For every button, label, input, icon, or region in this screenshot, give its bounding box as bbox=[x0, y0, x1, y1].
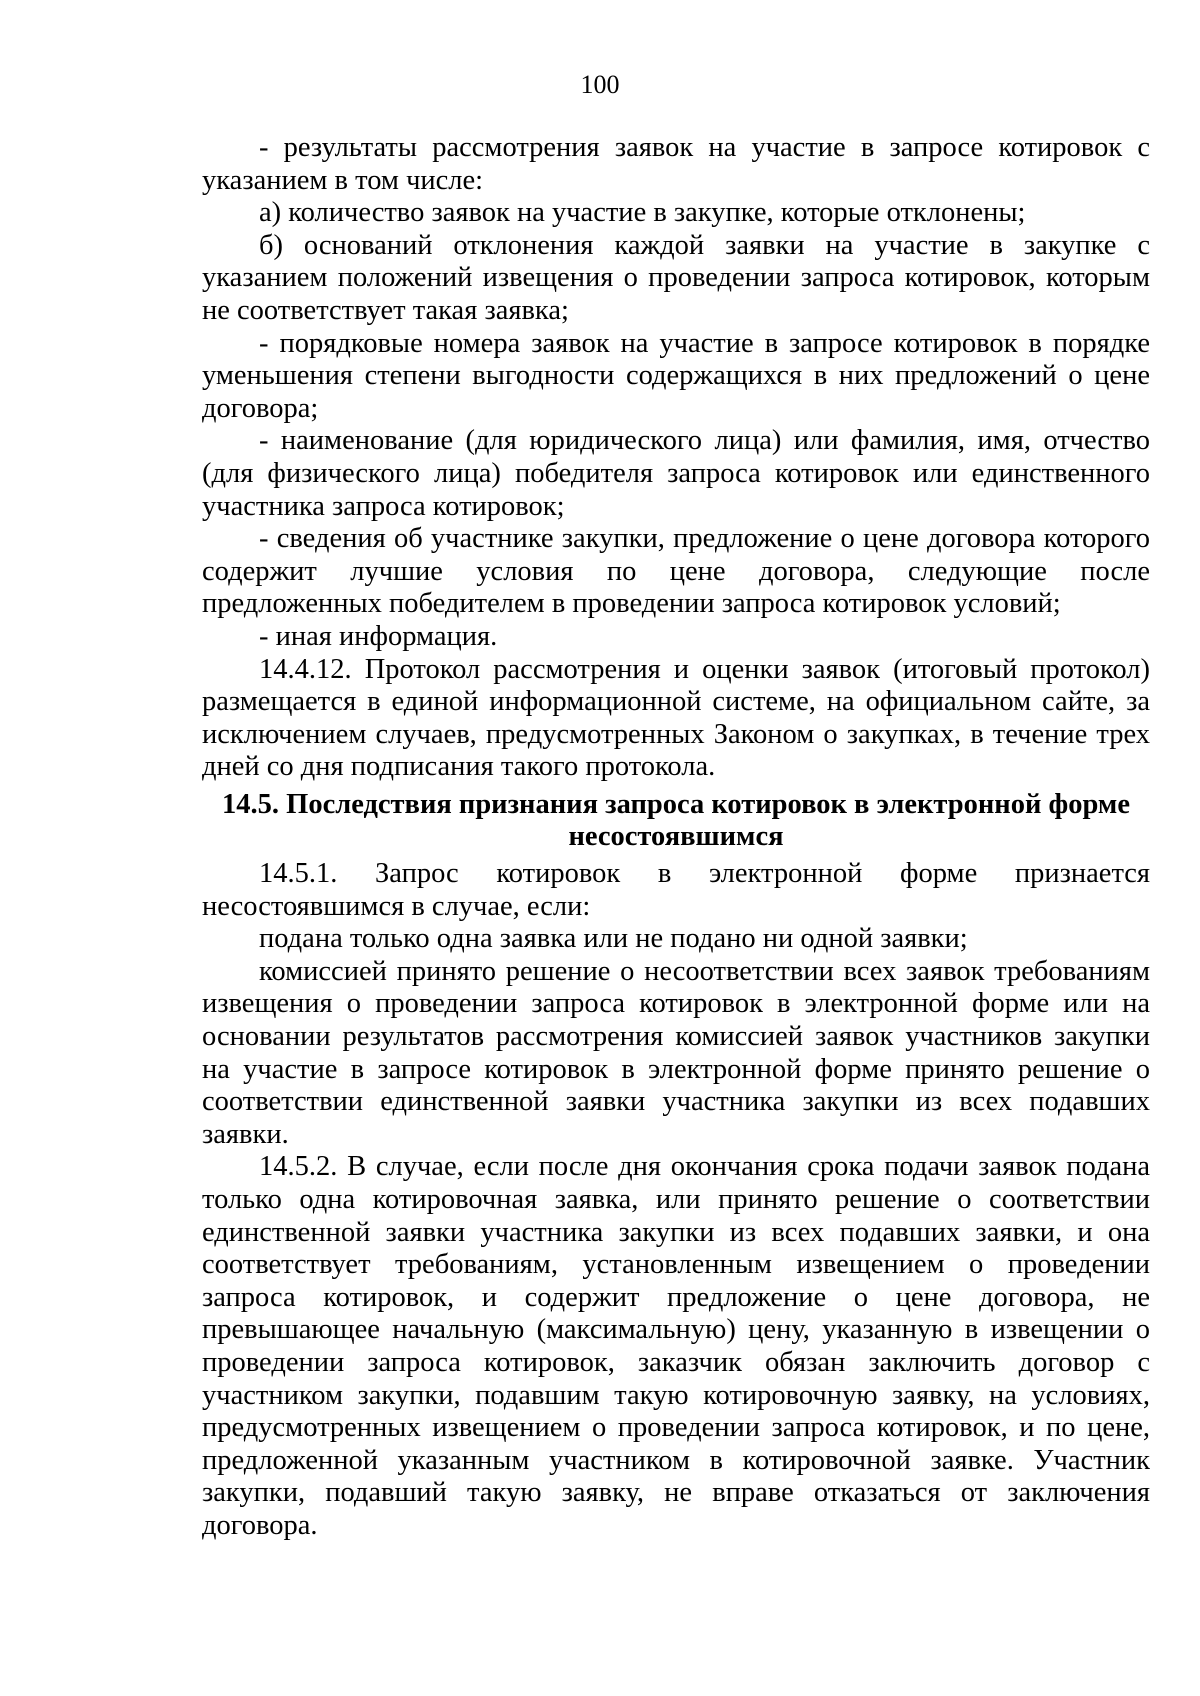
document-body bbox=[202, 132, 1150, 1543]
page-number: 100 bbox=[580, 70, 620, 99]
list-item-other-info: - иная информация. bbox=[259, 620, 498, 652]
section-heading-line-2: несостоявшимся bbox=[568, 821, 784, 853]
list-item-rejected-count: а) количество заявок на участие в закупке, которые отклонены; bbox=[259, 197, 1026, 229]
list-item-results: - результаты рассмотрения заявок на участие в запросе котировок с указанием в том числе: bbox=[202, 132, 1150, 196]
condition-commission-decision: комиссией принято решение о несоответствии всех заявок требованиям извещения о проведении запроса котировок в электронной форме или на основании результатов рассмотрения комиссией заявок участников закупки на участие в запросе котировок в электронной форме принято решение о соответствии единственной заявки участника закупки из всех подавших заявки. bbox=[202, 955, 1150, 1150]
list-item-winner-name: - наименование (для юридического лица) или фамилия, имя, отчество (для физического лица) победителя запроса котировок или единственного участника запроса котировок; bbox=[202, 425, 1150, 522]
clause-14-5-2: 14.5.2. В случае, если после дня окончания срока подачи заявок подана только одна котировочная заявка, или принято решение о соответствии единственной заявки участника закупки из всех подавших заявки, и она соответствует требованиям, установленным извещением о проведении запроса котировок, и содержит предложение о цене договора, не превышающее начальную (максимальную) цену, указанную в извещении о проведении запроса котировок, заказчик обязан заключить договор с участником закупки, подавшим такую котировочную заявку, на условиях, предусмотренных извещением о проведении запроса котировок, и по цене, предложенной указанным участником в котировочной заявке. Участник закупки, подавший такую заявку, не вправе отказаться от заключения договора. bbox=[202, 1151, 1150, 1541]
condition-single-application: подана только одна заявка или не подано ни одной заявки; bbox=[259, 923, 968, 955]
clause-14-4-12: 14.4.12. Протокол рассмотрения и оценки заявок (итоговый протокол) размещается в единой информационной системе, на официальном сайте, за исключением случаев, предусмотренных Законом о закупках, в течение трех дней со дня подписания такого протокола. bbox=[202, 653, 1150, 783]
section-heading-line-1: 14.5. Последствия признания запроса котировок в электронной форме bbox=[222, 788, 1130, 820]
clause-14-5-1: 14.5.1. Запрос котировок в электронной форме признается несостоявшимся в случае, если: bbox=[202, 858, 1150, 922]
list-item-ordinal-numbers: - порядковые номера заявок на участие в запросе котировок в порядке уменьшения степени выгодности содержащихся в них предложений о цене договора; bbox=[202, 327, 1150, 424]
list-item-rejection-grounds: б) оснований отклонения каждой заявки на участие в закупке с указанием положений извещения о проведении запроса котировок, которым не соответствует такая заявка; bbox=[202, 229, 1150, 326]
section-heading-14-5 bbox=[202, 789, 1150, 854]
list-item-second-best: - сведения об участнике закупки, предложение о цене договора которого содержит лучшие условия по цене договора, следующие после предложенных победителем в проведении запроса котировок условий; bbox=[202, 523, 1150, 620]
